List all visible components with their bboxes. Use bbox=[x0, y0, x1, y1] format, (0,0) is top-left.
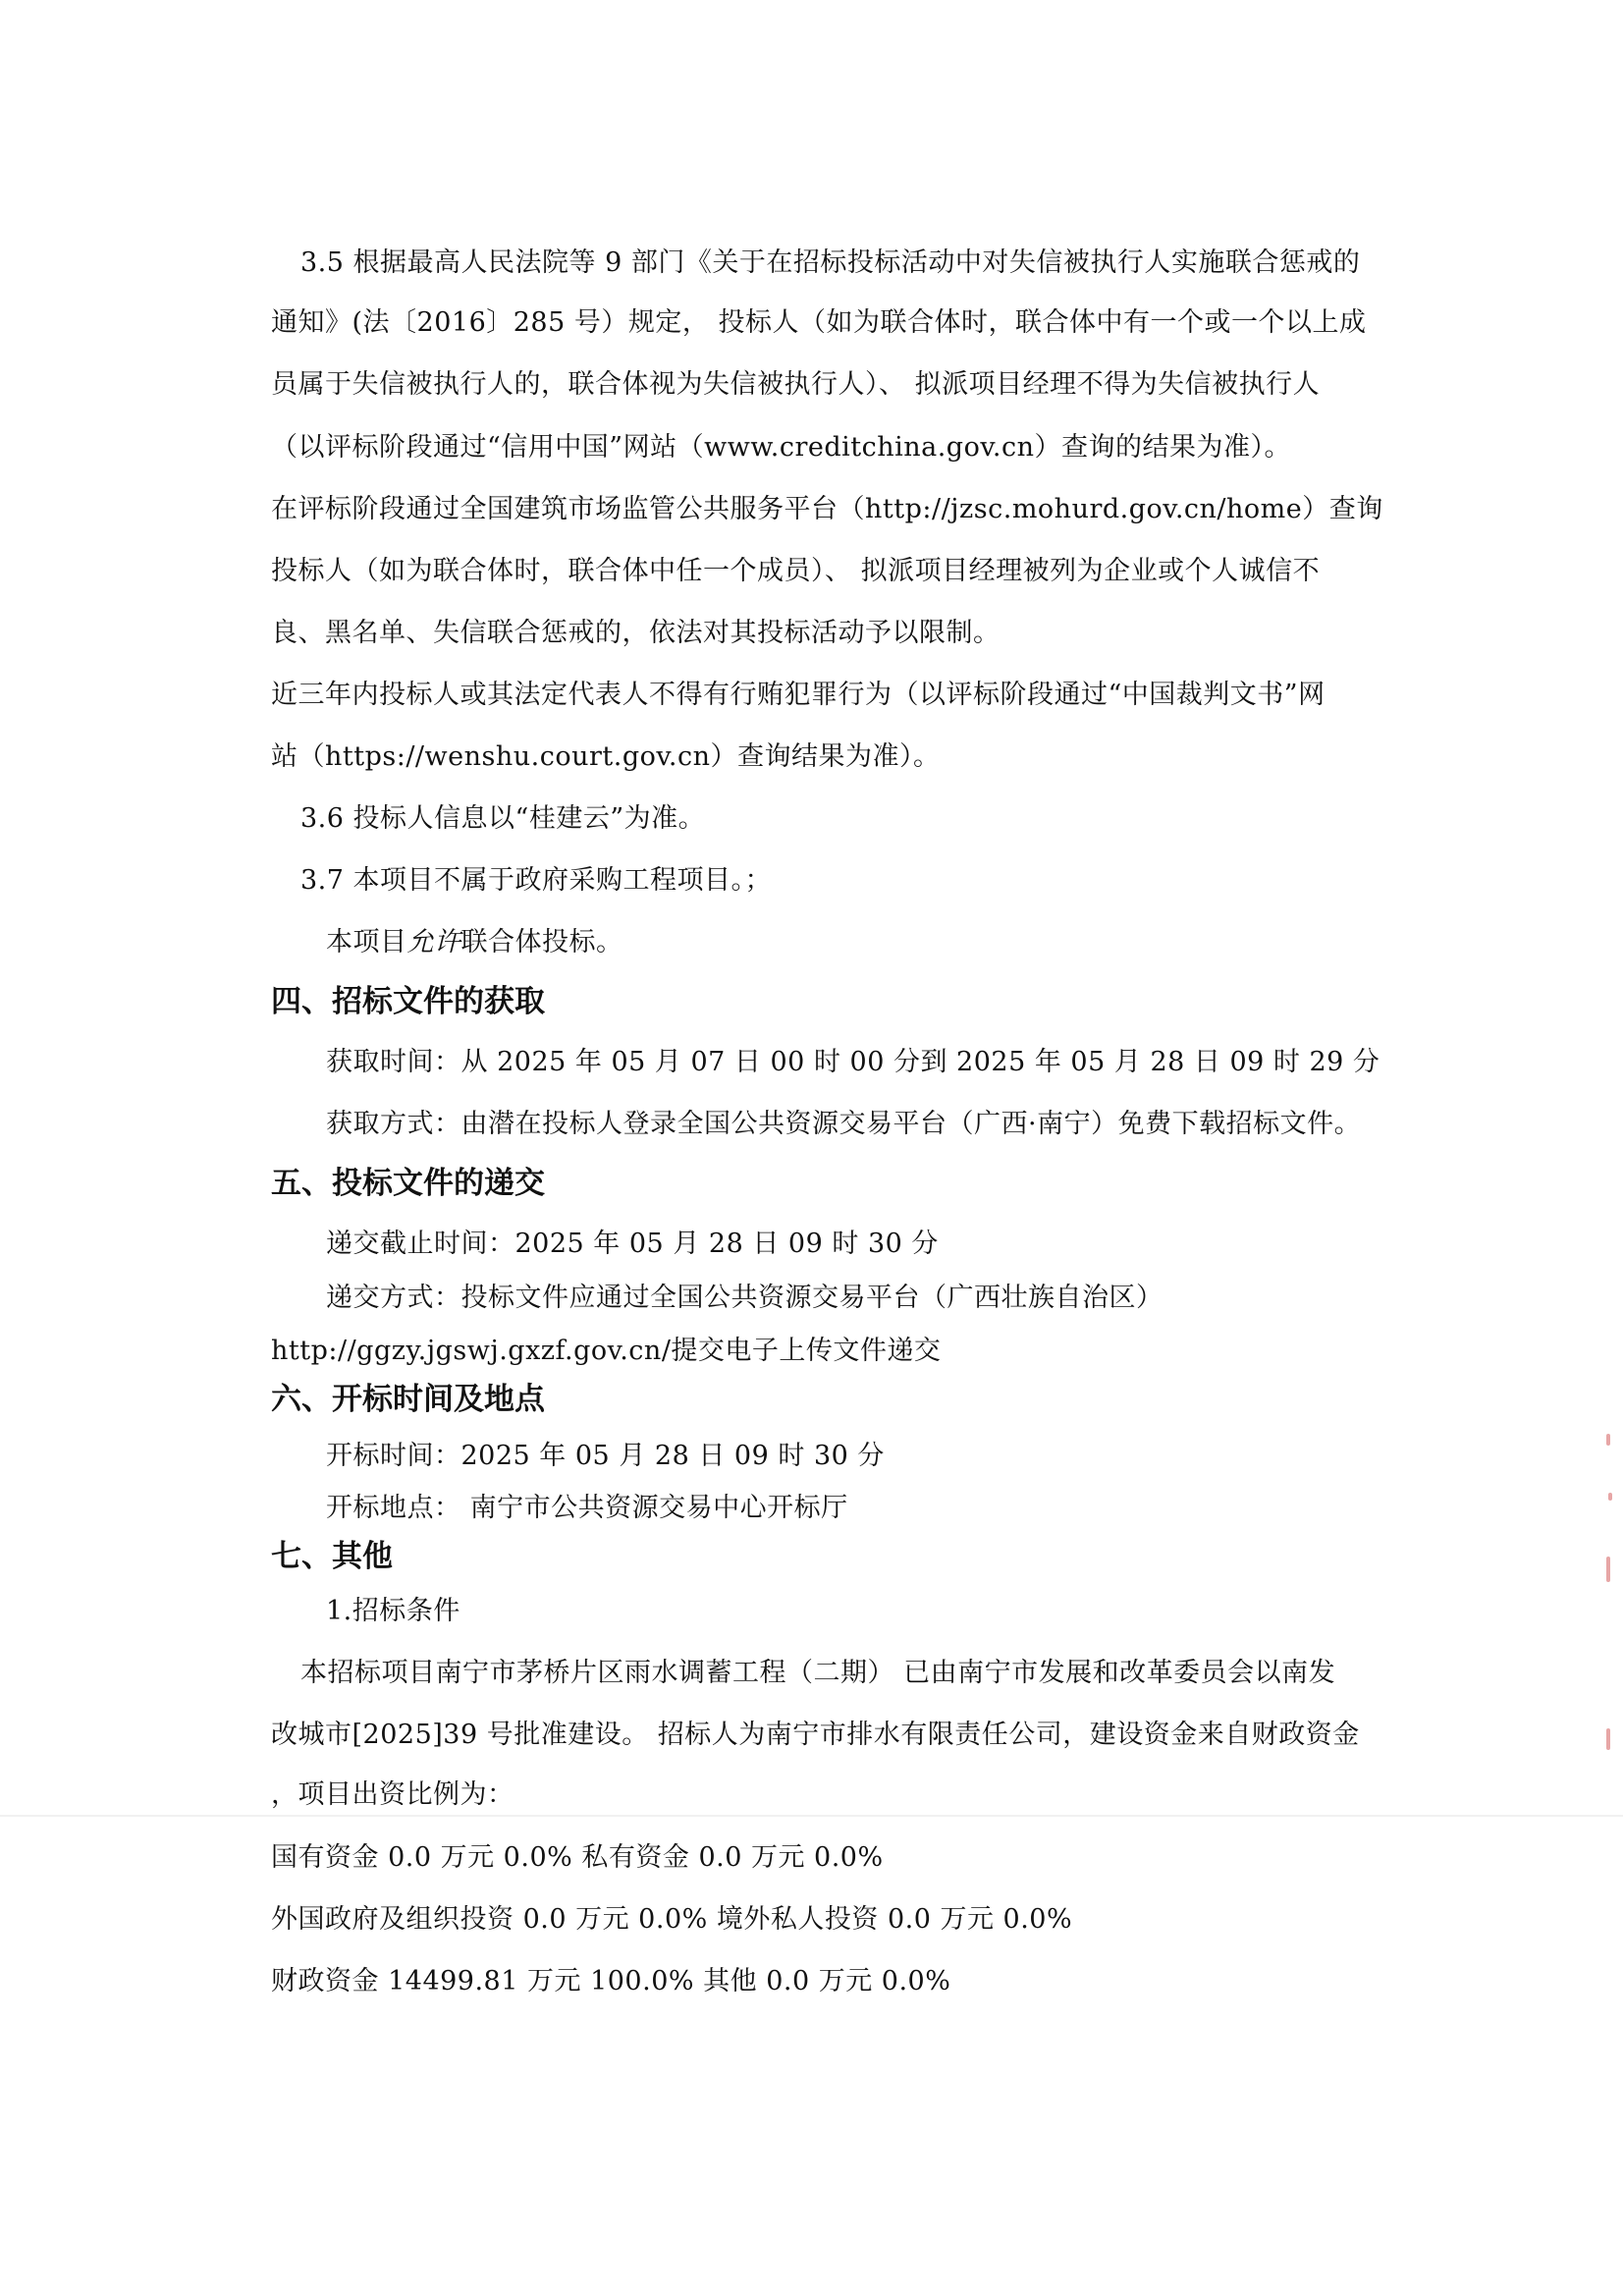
tender-conditions-line-1: 本招标项目南宁市茅桥片区雨水调蓄工程（二期） 已由南宁市发展和改革委员会以南发 bbox=[300, 1658, 1336, 1688]
bribery-check-line-2: 站（https://wenshu.court.gov.cn）查询结果为准）。 bbox=[271, 741, 941, 772]
section-7-heading: 七、其他 bbox=[271, 1539, 393, 1574]
opening-time: 开标时间：2025 年 05 月 28 日 09 时 30 分 bbox=[326, 1441, 885, 1471]
funding-line-1: 国有资金 0.0 万元 0.0% 私有资金 0.0 万元 0.0% bbox=[271, 1842, 884, 1873]
submission-method-line-2: http://ggzy.jgswj.gxzf.gov.cn/提交电子上传文件递交 bbox=[271, 1336, 942, 1366]
tender-conditions-subheading: 1.招标条件 bbox=[326, 1596, 460, 1626]
seal-edge-mark bbox=[1606, 1728, 1610, 1750]
acquisition-method: 获取方式：由潜在投标人登录全国公共资源交易平台（广西·南宁）免费下载招标文件。 bbox=[326, 1109, 1362, 1139]
tender-conditions-line-3: ，项目出资比例为： bbox=[271, 1779, 514, 1810]
clause-3-6: 3.6 投标人信息以“桂建云”为准。 bbox=[300, 803, 706, 834]
clause-3-7: 3.7 本项目不属于政府采购工程项目。； bbox=[300, 865, 773, 896]
clause-3-5-line-4: （以评标阶段通过“信用中国”网站（www.creditchina.gov.cn）查询的结果为准）。 bbox=[271, 432, 1291, 463]
clause-3-5-line-3: 员属于失信被执行人的，联合体视为失信被执行人）、 拟派项目经理不得为失信被执行人 bbox=[271, 369, 1321, 400]
submission-method-line-1: 递交方式：投标文件应通过全国公共资源交易平台（广西壮族自治区） bbox=[326, 1283, 1163, 1313]
jzsc-check-line-2: 投标人（如为联合体时，联合体中任一个成员）、 拟派项目经理被列为企业或个人诚信不 bbox=[271, 556, 1321, 586]
seal-edge-mark bbox=[1606, 1557, 1610, 1582]
section-6-heading: 六、开标时间及地点 bbox=[271, 1382, 545, 1417]
funding-line-3: 财政资金 14499.81 万元 100.0% 其他 0.0 万元 0.0% bbox=[271, 1966, 951, 1996]
seal-edge-mark bbox=[1606, 1434, 1610, 1446]
section-5-heading: 五、投标文件的递交 bbox=[271, 1166, 545, 1201]
consortium-line bbox=[326, 925, 623, 960]
consortium-prefix: 本项目 bbox=[326, 927, 407, 957]
seal-edge-mark bbox=[1608, 1493, 1612, 1501]
clause-3-5-line-1: 3.5 根据最高人民法院等 9 部门《关于在招标投标活动中对失信被执行人实施联合惩戒的 bbox=[300, 247, 1361, 278]
acquisition-time: 获取时间：从 2025 年 05 月 07 日 00 时 00 分到 2025 年 05 月 28 日 09 时 29 分 bbox=[326, 1047, 1380, 1077]
jzsc-check-line-3: 良、黑名单、失信联合惩戒的，依法对其投标活动予以限制。 bbox=[271, 618, 1001, 648]
funding-line-2: 外国政府及组织投资 0.0 万元 0.0% 境外私人投资 0.0 万元 0.0% bbox=[271, 1904, 1073, 1935]
opening-place: 开标地点： 南宁市公共资源交易中心开标厅 bbox=[326, 1493, 848, 1523]
submission-deadline: 递交截止时间：2025 年 05 月 28 日 09 时 30 分 bbox=[326, 1229, 939, 1259]
scan-seam bbox=[0, 1815, 1623, 1817]
bribery-check-line-1: 近三年内投标人或其法定代表人不得有行贿犯罪行为（以评标阶段通过“中国裁判文书”网 bbox=[271, 680, 1325, 710]
consortium-allowed: 允许 bbox=[406, 927, 461, 957]
tender-conditions-line-2: 改城市[2025]39 号批准建设。 招标人为南宁市排水有限责任公司，建设资金来自财政资金 bbox=[271, 1720, 1360, 1750]
section-4-heading: 四、招标文件的获取 bbox=[271, 984, 545, 1019]
jzsc-check-line-1: 在评标阶段通过全国建筑市场监管公共服务平台（http://jzsc.mohurd.gov.cn/home）查询 bbox=[271, 494, 1383, 524]
clause-3-5-line-2: 通知》(法〔2016〕285 号）规定， 投标人（如为联合体时，联合体中有一个或一个以上成 bbox=[271, 307, 1367, 338]
consortium-suffix: 联合体投标。 bbox=[460, 927, 623, 957]
